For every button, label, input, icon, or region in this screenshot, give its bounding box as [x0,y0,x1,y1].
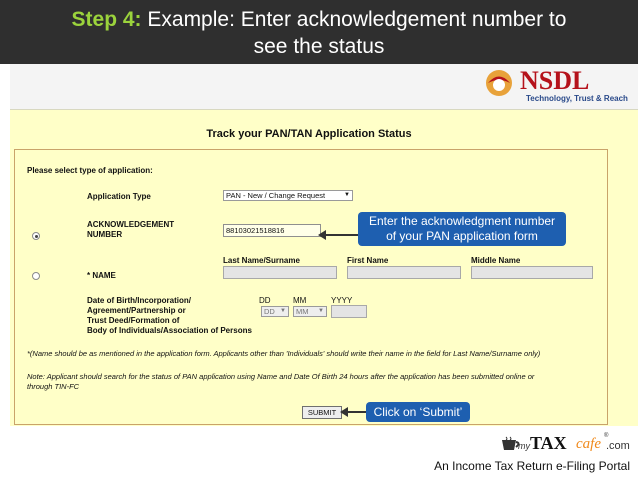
dob-day-select[interactable] [261,306,289,317]
search-note-line2: through TIN-FC [27,382,80,391]
brand-dotcom: .com [606,440,630,452]
dob-year-input[interactable] [331,305,367,318]
nsdl-tagline: Technology, Trust & Reach [526,94,628,103]
dob-label-line3: Trust Deed/Formation of [87,316,180,325]
ack-callout-line1: Enter the acknowledgment number [368,214,556,228]
nsdl-logo [482,66,632,106]
submit-callout: Click on ‘Submit’ [366,402,470,422]
first-name-input[interactable] [347,266,461,279]
brand-prefix: my [518,441,530,451]
yyyy-caption: YYYY [331,296,353,305]
dropdown-arrow-icon: ▼ [344,192,350,198]
brand-cafe: cafe [576,436,601,452]
middle-name-header: Middle Name [471,256,521,265]
dropdown-arrow-icon: ▼ [318,308,324,314]
search-note-line1: Note: Applicant should search for the status of PAN application using Name and Date Of Birth 24 hours after the application has been submitted online or [27,372,535,381]
name-label: * NAME [87,271,116,280]
arrow-left-icon [318,228,360,242]
ack-callout-line2: of your PAN application form [386,229,538,243]
last-name-input[interactable] [223,266,337,279]
dob-month-select[interactable] [293,306,327,317]
slide-title-line1 [0,6,638,33]
dob-label-line4: Body of Individuals/Association of Persons [87,326,252,335]
dob-label-line2: Agreement/Partnership or [87,306,186,315]
dd-caption: DD [259,296,271,305]
dob-month-value: MM [296,307,309,316]
select-type-label: Please select type of application: [27,166,153,175]
middle-name-input[interactable] [471,266,593,279]
submit-button[interactable]: SUBMIT [302,406,342,419]
dob-day-value: DD [264,307,275,316]
application-type-select[interactable] [223,190,353,201]
slide-header [0,0,638,64]
acknowledgement-number-input[interactable]: 88103021518816 [223,224,321,237]
application-type-label: Application Type [87,192,151,201]
arrow-left-icon [340,405,368,419]
status-form [14,149,608,425]
page-title: Track your PAN/TAN Application Status [206,128,412,140]
dropdown-arrow-icon: ▼ [280,308,286,314]
radio-acknowledgement[interactable] [32,232,40,240]
mytaxcafe-logo [500,432,630,456]
portal-screenshot [10,64,638,426]
application-type-value: PAN - New / Change Request [226,191,326,200]
nsdl-emblem-icon [482,68,516,98]
ack-label-line1: ACKNOWLEDGEMENT [87,220,175,229]
slide-title-text: Example: Enter acknowledgement number to [141,8,567,31]
slide-title-line2: see the status [253,35,385,58]
radio-name[interactable] [32,272,40,280]
first-name-header: First Name [347,256,389,265]
ack-label-line2: NUMBER [87,230,123,239]
portal-header [10,64,638,110]
footer-tagline: An Income Tax Return e-Filing Portal [434,459,630,473]
step-label: Step 4: [71,8,142,31]
nsdl-logo-text: NSDL [520,66,590,95]
name-note: *(Name should be as mentioned in the application form. Applicants other than 'Individuals' should write their name in the field for Last Name/Surname only) [27,349,541,358]
mm-caption: MM [293,296,307,305]
dob-label-line1: Date of Birth/Incorporation/ [87,296,191,305]
last-name-header: Last Name/Surname [223,256,300,265]
ack-callout [358,212,566,246]
brand-registered: ® [604,433,609,439]
brand-tax: TAX [530,433,567,453]
